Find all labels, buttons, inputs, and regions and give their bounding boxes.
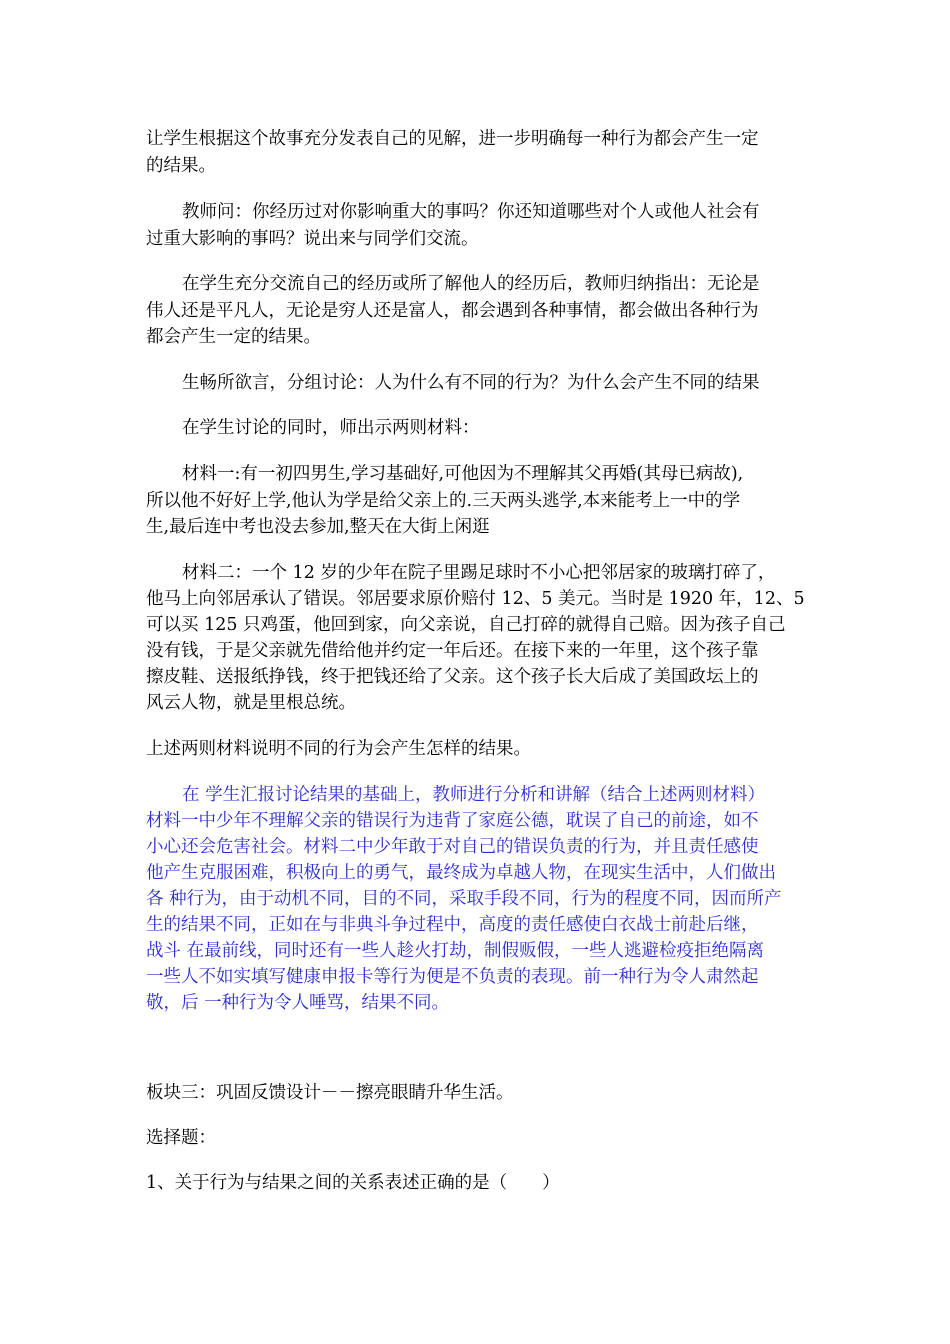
section-three-heading: 板块三：巩固反馈设计－－擦亮眼睛升华生活。 <box>146 1083 514 1103</box>
intro-line-2: 的结果。 <box>146 156 216 176</box>
analysis-line-9: 敬，后 一种行为令人唾骂，结果不同。 <box>146 993 450 1013</box>
analysis-line-6: 生的结果不同，正如在与非典斗争过程中，高度的责任感使白衣战士前赴后继， <box>146 915 759 935</box>
material-two-line-1: 材料二：一个 12 岁的少年在院子里踢足球时不小心把邻居家的玻璃打碎了， <box>182 563 776 583</box>
material-two-line-4: 没有钱，于是父亲就先借给他并约定一年后还。在接下来的一年里，这个孩子靠 <box>146 641 759 661</box>
question-one: 1、关于行为与结果之间的关系表述正确的是（ ） <box>146 1173 560 1193</box>
analysis-line-2: 材料一中少年不理解父亲的错误行为违背了家庭公德，耽误了自己的前途，如不 <box>146 811 759 831</box>
material-one-line-1: 材料一:有一初四男生,学习基础好,可他因为不理解其父再婚(其母已病故), <box>182 464 744 484</box>
material-one-line-3: 生,最后连中考也没去参加,整天在大街上闲逛 <box>146 517 490 537</box>
intro-line-1: 让学生根据这个故事充分发表自己的见解，进一步明确每一种行为都会产生一定 <box>146 129 759 149</box>
teacher-summary-line-1: 在学生充分交流自己的经历或所了解他人的经历后，教师归纳指出：无论是 <box>182 274 760 294</box>
question-line: 上述两则材料说明不同的行为会产生怎样的结果。 <box>146 739 531 759</box>
material-two-line-6: 风云人物，就是里根总统。 <box>146 693 356 713</box>
choice-heading: 选择题： <box>146 1128 216 1148</box>
teacher-question-line-2: 过重大影响的事吗？说出来与同学们交流。 <box>146 229 479 249</box>
analysis-line-8: 一些人不如实填写健康申报卡等行为便是不负责的表现。前一种行为令人肃然起 <box>146 967 759 987</box>
analysis-line-3: 小心还会危害社会。材料二中少年敢于对自己的错误负责的行为，并且责任感使 <box>146 837 759 857</box>
material-one-line-2: 所以他不好好上学,他认为学是给父亲上的.三天两头逃学,本来能考上一中的学 <box>146 491 741 511</box>
teacher-summary-line-3: 都会产生一定的结果。 <box>146 327 321 347</box>
analysis-line-5: 各 种行为，由于动机不同，目的不同，采取手段不同，行为的程度不同，因而所产 <box>146 889 782 909</box>
material-two-line-5: 擦皮鞋、送报纸挣钱，终于把钱还给了父亲。这个孩子长大后成了美国政坛上的 <box>146 667 759 687</box>
teacher-question-line-1: 教师问：你经历过对你影响重大的事吗？你还知道哪些对个人或他人社会有 <box>182 202 760 222</box>
analysis-line-7: 战斗 在最前线，同时还有一些人趁火打劫，制假贩假，一些人逃避检疫拒绝隔离 <box>146 941 765 961</box>
teacher-summary-line-2: 伟人还是平凡人，无论是穷人还是富人，都会遇到各种事情，都会做出各种行为 <box>146 301 759 321</box>
group-discussion: 生畅所欲言，分组讨论：人为什么有不同的行为？为什么会产生不同的结果 <box>182 373 760 393</box>
material-two-line-3: 可以买 125 只鸡蛋，他回到家，向父亲说，自己打碎的就得自己赔。因为孩子自己 <box>146 615 786 635</box>
analysis-line-1: 在 学生汇报讨论结果的基础上，教师进行分析和讲解（结合上述两则材料） <box>182 785 766 805</box>
analysis-line-4: 他产生克服困难，积极向上的勇气，最终成为卓越人物，在现实生活中，人们做出 <box>146 863 776 883</box>
materials-intro: 在学生讨论的同时，师出示两则材料： <box>182 418 480 438</box>
material-two-line-2: 他马上向邻居承认了错误。邻居要求原价赔付 12、5 美元。当时是 1920 年，12、5 <box>146 589 805 609</box>
